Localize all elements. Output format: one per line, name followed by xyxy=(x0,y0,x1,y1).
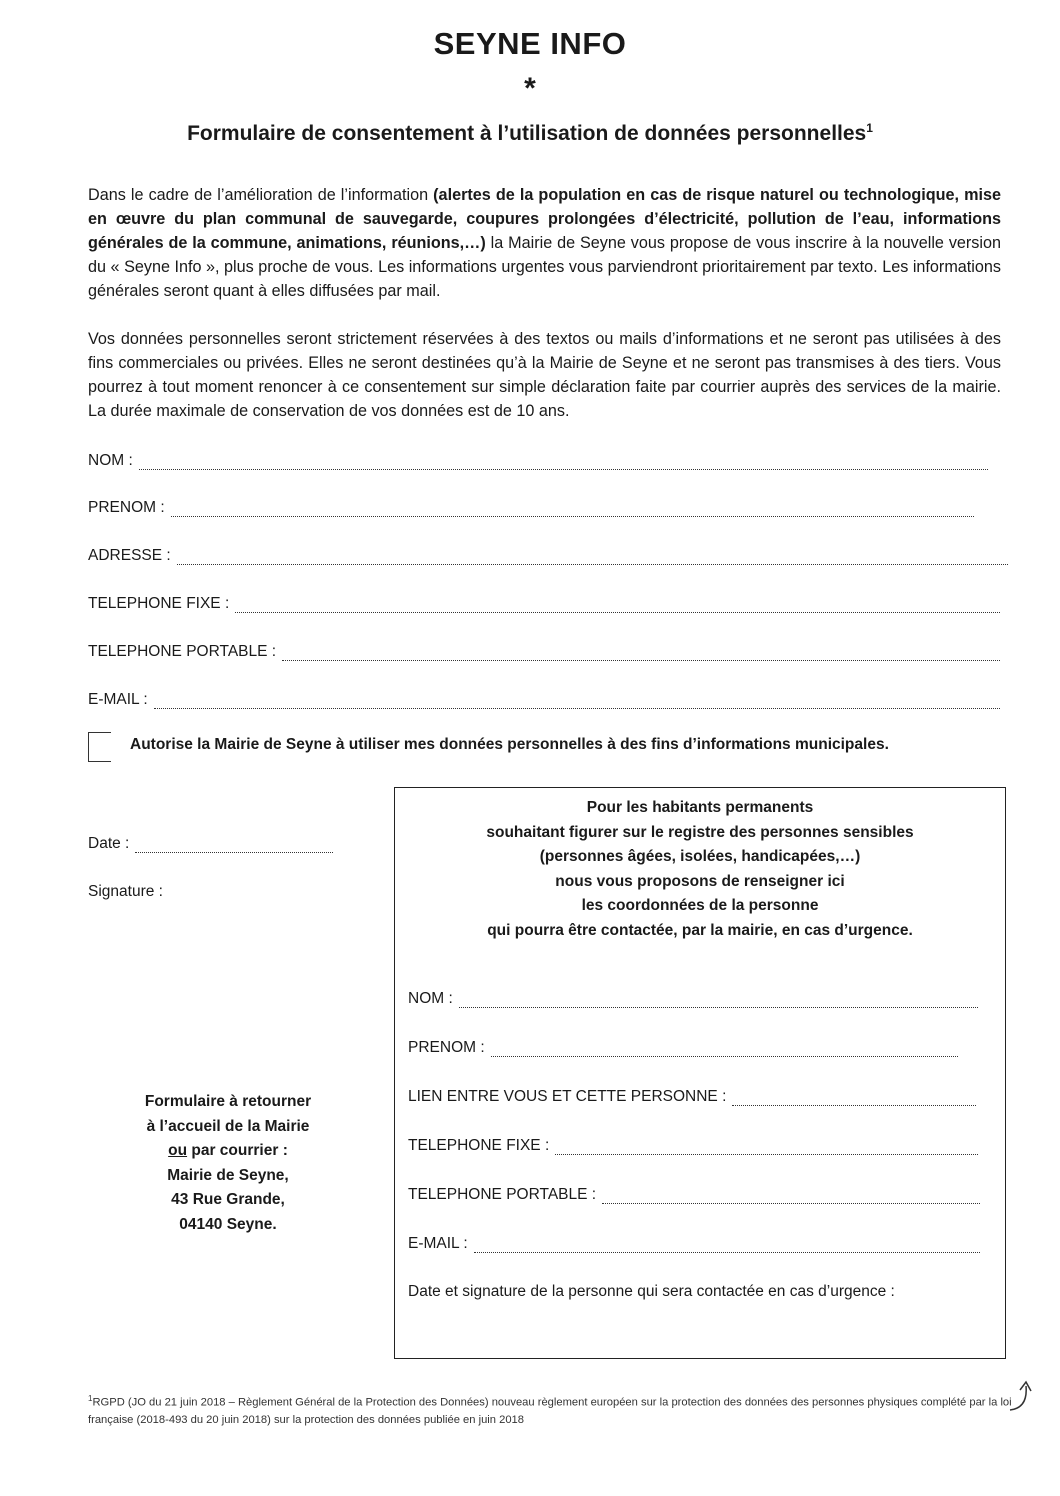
tel-portable-field[interactable] xyxy=(88,643,1000,661)
email-label: E-MAIL : xyxy=(88,691,148,708)
intro-part-a: Dans le cadre de l’amélioration de l’information xyxy=(88,186,434,204)
adresse-field[interactable] xyxy=(88,547,1008,565)
contact-email-field[interactable] xyxy=(408,1235,980,1253)
contact-nom-dotted-line[interactable] xyxy=(459,995,978,1008)
contact-prenom-field[interactable] xyxy=(408,1039,958,1057)
intro-part-bold: (alertes de la population en cas de risque naturel ou technologique, mise en œuvre du plan communal de sauvegarde, coupures prolongées d’électricité, pollution de l’eau, informations générales de la commune, animations, réunions,…) xyxy=(88,186,1001,252)
footnote xyxy=(88,1390,1023,1429)
tel-fixe-field[interactable] xyxy=(88,595,1000,613)
nom-dotted-line[interactable] xyxy=(139,457,988,470)
footnote-ref: 1 xyxy=(866,121,873,135)
tel-fixe-dotted-line[interactable] xyxy=(235,600,1000,613)
return-by-mail: par courrier : xyxy=(187,1142,288,1160)
prenom-dotted-line[interactable] xyxy=(171,504,974,517)
prenom-field[interactable] xyxy=(88,499,974,517)
nom-label: NOM : xyxy=(88,452,133,469)
box-head-line-6: qui pourra être contactée, par la mairie, en cas d’urgence. xyxy=(487,921,913,939)
return-line-5: 43 Rue Grande, xyxy=(171,1191,285,1209)
privacy-paragraph: Vos données personnelles seront strictement réservées à des textos ou mails d’informations et ne seront pas utilisées à des fins commerciales ou privées. Elles ne seront destinées qu’à la Mairie de Seyne et ne seront pas transmises à des tiers. Vous pourrez à tout moment renoncer à ce consentement sur simple déclaration faite par courrier auprès des services de la mairie. La durée maximale de conservation de vos données est de 10 ans. xyxy=(88,330,1001,420)
emergency-box-header xyxy=(394,796,1006,943)
return-line-3 xyxy=(88,1139,368,1164)
consent-label: Autorise la Mairie de Seyne à utiliser mes données personnelles à des fins d’informations municipales. xyxy=(130,736,889,753)
contact-nom-label: NOM : xyxy=(408,990,453,1007)
return-line-6: 04140 Seyne. xyxy=(179,1215,277,1233)
return-or: ou xyxy=(168,1142,188,1160)
box-head-line-3: (personnes âgées, isolées, handicapées,…) xyxy=(539,848,861,865)
contact-date-signature-label: Date et signature de la personne qui sera contactée en cas d’urgence : xyxy=(408,1283,895,1300)
contact-tel-portable-dotted-line[interactable] xyxy=(602,1191,980,1204)
footnote-number: 1 xyxy=(88,1394,93,1403)
contact-prenom-dotted-line[interactable] xyxy=(491,1044,958,1057)
contact-prenom-label: PRENOM : xyxy=(408,1039,485,1056)
tel-portable-dotted-line[interactable] xyxy=(282,648,1000,661)
email-dotted-line[interactable] xyxy=(154,696,1000,709)
contact-nom-field[interactable] xyxy=(408,990,978,1008)
contact-lien-dotted-line[interactable] xyxy=(732,1093,976,1106)
box-head-line-1: Pour les habitants permanents xyxy=(586,799,814,816)
star-separator: * xyxy=(524,72,536,105)
contact-tel-fixe-label: TELEPHONE FIXE : xyxy=(408,1137,550,1154)
tel-portable-label: TELEPHONE PORTABLE : xyxy=(88,643,277,660)
footnote-text: RGPD (JO du 21 juin 2018 – Règlement Général de la Protection des Données) nouveau règlement européen sur la protection des données des personnes physiques complété par la loi française (2018-493 du 20 juin 2018) sur la protection des données publiée en juin 2018 xyxy=(88,1396,1012,1426)
date-label: Date : xyxy=(88,835,130,852)
contact-lien-field[interactable] xyxy=(408,1088,976,1106)
adresse-dotted-line[interactable] xyxy=(177,552,1008,565)
intro-paragraph xyxy=(88,183,1001,303)
return-line-1: Formulaire à retourner xyxy=(144,1093,312,1110)
prenom-label: PRENOM : xyxy=(88,499,165,516)
contact-email-label: E-MAIL : xyxy=(408,1235,468,1252)
date-field[interactable] xyxy=(88,835,333,853)
tel-fixe-label: TELEPHONE FIXE : xyxy=(88,595,230,612)
adresse-label: ADRESSE : xyxy=(88,547,171,564)
intro-part-c: la Mairie de Seyne vous propose de vous inscrire à la nouvelle version du « Seyne Info », plus proche de vous. Les informations urgentes vous parviendront prioritairement par texto. Les informations générales seront quant à elles diffusées par mail. xyxy=(88,234,1001,300)
contact-tel-fixe-field[interactable] xyxy=(408,1137,978,1155)
date-dotted-line[interactable] xyxy=(135,840,333,853)
box-head-line-5: les coordonnées de la personne xyxy=(581,897,819,914)
page-title: SEYNE INFO xyxy=(433,26,627,61)
box-head-line-4: nous vous proposons de renseigner ici xyxy=(555,872,845,890)
contact-lien-label: LIEN ENTRE VOUS ET CETTE PERSONNE : xyxy=(408,1088,727,1105)
return-line-2: à l’accueil de la Mairie xyxy=(146,1117,310,1135)
subtitle-text: Formulaire de consentement à l’utilisation de données personnelles xyxy=(187,122,867,145)
contact-tel-portable-field[interactable] xyxy=(408,1186,980,1204)
signature-label: Signature : xyxy=(88,883,163,900)
nom-field[interactable] xyxy=(88,452,988,470)
return-line-4: Mairie de Seyne, xyxy=(167,1166,289,1184)
email-field[interactable] xyxy=(88,691,1000,709)
box-head-line-2: souhaitant figurer sur le registre des personnes sensibles xyxy=(486,823,914,841)
contact-tel-fixe-dotted-line[interactable] xyxy=(555,1142,978,1155)
form-subtitle xyxy=(0,121,1060,146)
consent-checkbox[interactable] xyxy=(88,732,111,762)
curved-arrow-icon xyxy=(1004,1378,1034,1418)
contact-email-dotted-line[interactable] xyxy=(474,1240,980,1253)
contact-tel-portable-label: TELEPHONE PORTABLE : xyxy=(408,1186,597,1203)
return-instructions xyxy=(88,1090,368,1238)
